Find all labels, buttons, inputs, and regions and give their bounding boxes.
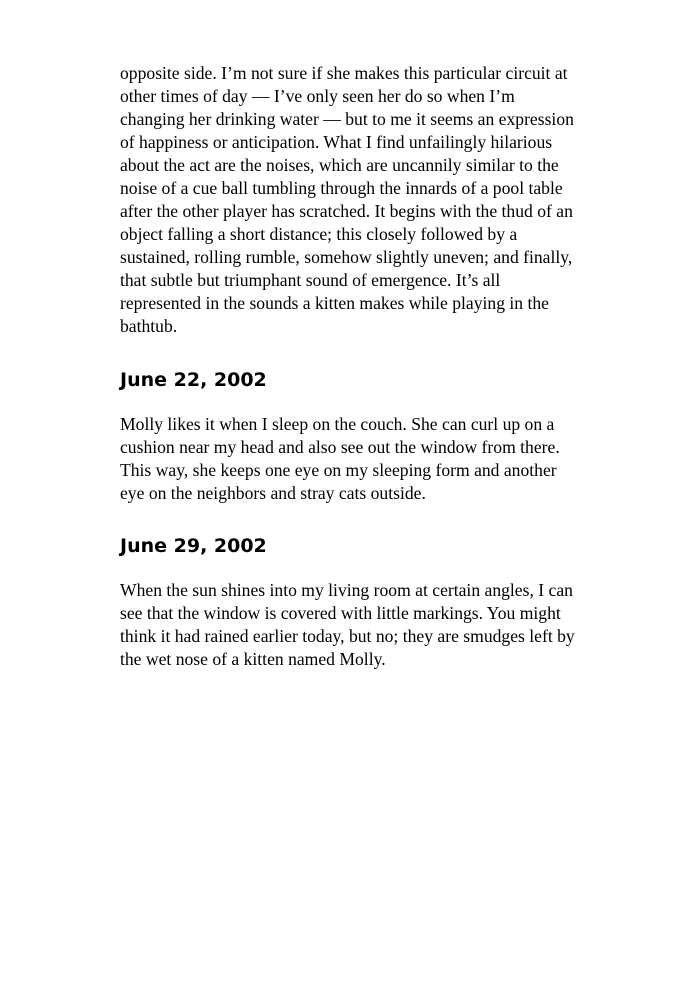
entry-paragraph: Molly likes it when I sleep on the couch. She can curl up on a cushion near my head and also see out the window from there. This way, she keeps one eye on my sleeping form and another eye on the neighbors and stray cats outside. — [120, 414, 560, 503]
document-page — [120, 62, 648, 671]
entry-paragraph: When the sun shines into my living room at certain angles, I can see that the window is covered with little markings. You might think it had rained earlier today, but no; they are smudges left by the wet nose of a kitten named Molly. — [120, 580, 575, 669]
entry-paragraph: opposite side. I’m not sure if she makes this particular circuit at other times of day — I’ve only seen her do so when I’m changing her drinking water — but to me it seems an expression of happiness or anticipation. What I find unfailingly hilarious about the act are the noises, which are uncannily similar to the noise of a cue ball tumbling through the innards of a pool table after the other player has scratched. It begins with the thud of an object falling a short distance; this closely followed by a sustained, rolling rumble, somehow slightly uneven; and finally, that subtle but triumphant sound of emergence. It’s all represented in the sounds a kitten makes while playing in the bathtub. — [120, 63, 574, 336]
entry-date-heading: June 29, 2002 — [120, 535, 267, 557]
entry-date-heading: June 22, 2002 — [120, 369, 267, 391]
